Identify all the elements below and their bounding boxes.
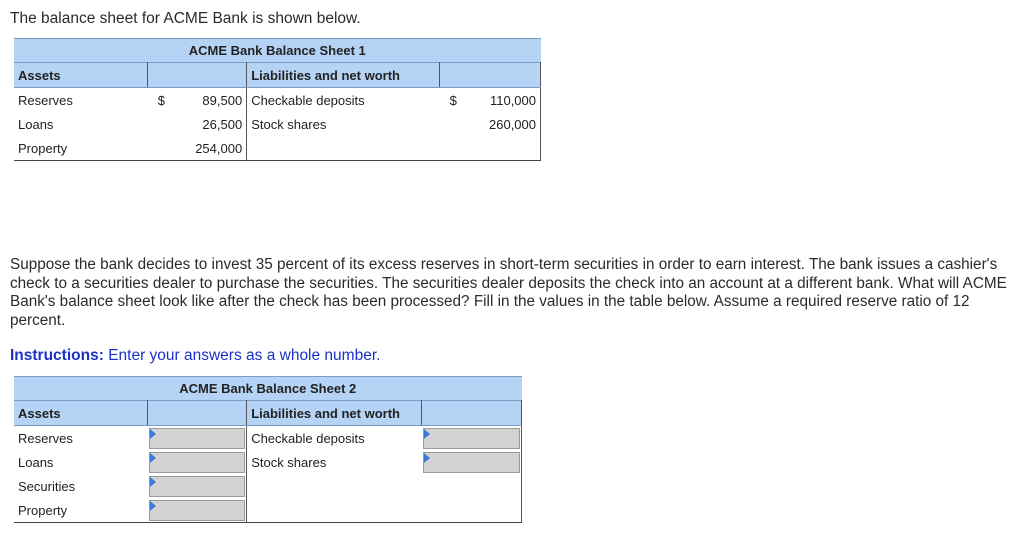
sheet2-asset-label: Securities [18, 478, 76, 494]
intro-text: The balance sheet for ACME Bank is shown below. [10, 10, 361, 27]
sheet1-assets-header: Assets [14, 63, 148, 88]
sheet1-asset-value: 89,500 [183, 88, 247, 113]
input-marker-icon [424, 429, 430, 439]
sheet1-asset-label: Reserves [18, 92, 73, 108]
sheet1-liability-label: Checkable deposits [251, 92, 365, 108]
sheet1-asset-label: Property [14, 136, 148, 161]
dollar-sign: $ [157, 92, 165, 108]
dollar-sign: $ [449, 92, 457, 108]
sheet1-asset-value: 26,500 [183, 112, 247, 136]
sheet2-asset-label: Reserves [18, 430, 73, 446]
stock-shares-input[interactable] [423, 452, 520, 473]
sheet1-liabilities-header: Liabilities and net worth [247, 63, 440, 88]
sheet1-liability-label: Stock shares [251, 116, 327, 132]
checkable-deposits-input[interactable] [423, 428, 520, 449]
input-marker-icon [150, 453, 156, 463]
securities-input[interactable] [149, 476, 245, 497]
sheet2-asset-label: Loans [18, 454, 54, 470]
sheet1-liability-value: 110,000 [475, 88, 541, 113]
sheet2-title: ACME Bank Balance Sheet 2 [14, 377, 522, 401]
balance-sheet-1 [14, 38, 541, 161]
sheet1-liability-value: 260,000 [475, 112, 541, 136]
sheet2-liability-label: Stock shares [251, 454, 327, 470]
sheet1-title: ACME Bank Balance Sheet 1 [14, 39, 541, 63]
balance-sheet-2 [14, 376, 522, 523]
sheet2-liabilities-header: Liabilities and net worth [247, 401, 422, 426]
sheet2-asset-label: Property [14, 498, 148, 523]
instructions-text: Enter your answers as a whole number. [108, 347, 381, 364]
sheet1-asset-label: Loans [18, 116, 54, 132]
sheet1-asset-value: 254,000 [183, 136, 247, 161]
reserves-input[interactable] [149, 428, 245, 449]
input-marker-icon [424, 453, 430, 463]
instructions [10, 347, 380, 365]
loans-input[interactable] [149, 452, 245, 473]
sheet2-liability-label: Checkable deposits [251, 430, 365, 446]
input-marker-icon [150, 429, 156, 439]
question-text: Suppose the bank decides to invest 35 percent of its excess reserves in short-term securities in order to earn interest. The bank issues a cashier's check to a securities dealer to purchase the securities. The securities dealer deposits the check into an account at a different bank. What will ACME Bank's balance sheet look like after the check has been processed? Fill in the values in the table below. Assume a required reserve ratio of 12 percent. [10, 256, 1007, 329]
instructions-label: Instructions: [10, 347, 104, 364]
input-marker-icon [150, 477, 156, 487]
input-marker-icon [150, 501, 156, 511]
property-input[interactable] [149, 500, 245, 521]
sheet2-assets-header: Assets [14, 401, 148, 426]
